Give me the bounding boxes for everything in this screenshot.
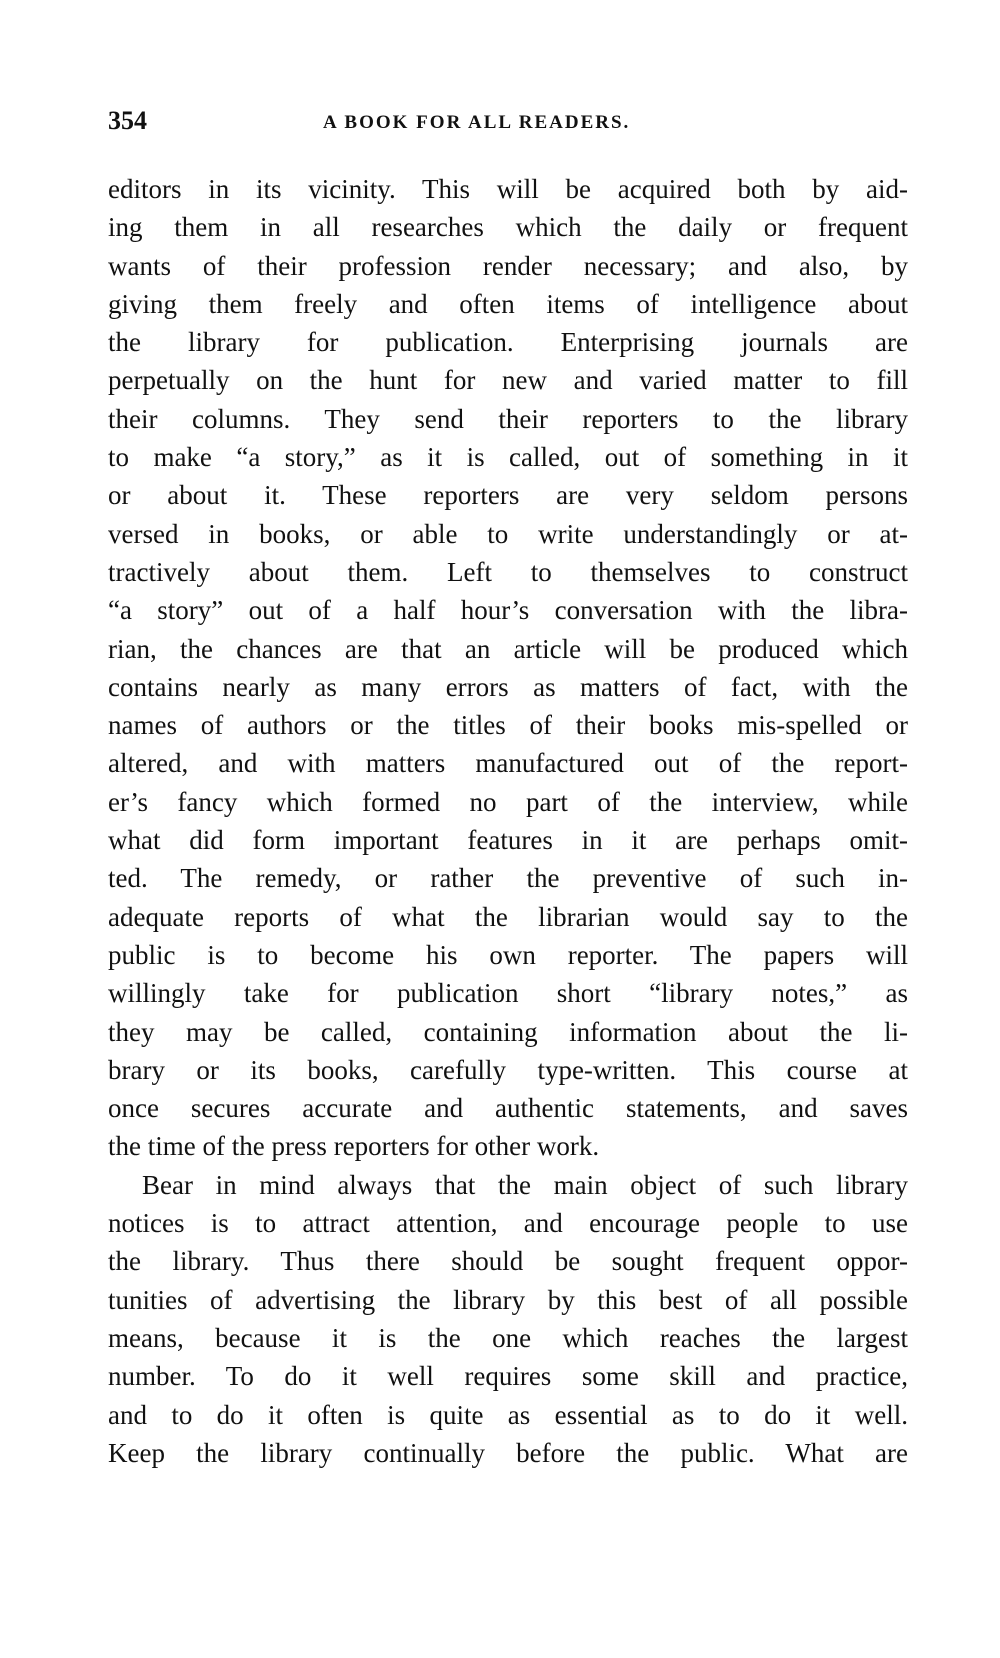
- text-line: or about it. These reporters are very seldom persons: [108, 480, 908, 511]
- text-line: notices is to attract attention, and encourage people to use: [108, 1208, 908, 1239]
- text-line: tractively about them. Left to themselves to construct: [108, 556, 908, 587]
- text-line: their columns. They send their reporters to the library: [108, 403, 908, 434]
- text-line: number. To do it well requires some skill and practice,: [108, 1361, 908, 1392]
- page-header: [108, 106, 908, 140]
- text-line: the library. Thus there should be sought frequent oppor-: [108, 1246, 908, 1277]
- text-line: perpetually on the hunt for new and varied matter to fill: [108, 365, 908, 396]
- text-line: “a story” out of a half hour’s conversation with the libra-: [108, 595, 908, 626]
- text-line: willingly take for publication short “library notes,” as: [108, 978, 908, 1009]
- text-line: Bear in mind always that the main object of such library: [142, 1169, 908, 1200]
- text-line: Keep the library continually before the public. What are: [108, 1437, 908, 1468]
- text-line: contains nearly as many errors as matters of fact, with the: [108, 671, 908, 702]
- text-line: to make “a story,” as it is called, out of something in it: [108, 442, 908, 473]
- text-line: the time of the press reporters for other work.: [108, 1131, 600, 1162]
- text-line: ing them in all researches which the daily or frequent: [108, 212, 908, 243]
- text-line: what did form important features in it are perhaps omit-: [108, 825, 908, 856]
- paragraph-2: [108, 1166, 908, 1472]
- text-line: altered, and with matters manufactured out of the report-: [108, 748, 908, 779]
- text-line: the library for publication. Enterprising journals are: [108, 327, 908, 358]
- text-line: brary or its books, carefully type-written. This course at: [108, 1054, 908, 1085]
- text-line: public is to become his own reporter. The papers will: [108, 939, 908, 970]
- text-line: names of authors or the titles of their books mis-spelled or: [108, 710, 908, 741]
- text-line: ted. The remedy, or rather the preventive of such in-: [108, 863, 908, 894]
- text-line: wants of their profession render necessary; and also, by: [108, 250, 908, 281]
- text-line: they may be called, containing information about the li-: [108, 1016, 908, 1047]
- text-line: means, because it is the one which reaches the largest: [108, 1322, 908, 1353]
- body-text: [108, 170, 908, 1472]
- paragraph-1: [108, 170, 908, 1166]
- running-title: A BOOK FOR ALL READERS.: [323, 112, 631, 133]
- text-line: rian, the chances are that an article will be produced which: [108, 633, 908, 664]
- text-line: er’s fancy which formed no part of the interview, while: [108, 786, 908, 817]
- text-line: versed in books, or able to write understandingly or at-: [108, 518, 908, 549]
- page-number: 354: [108, 106, 147, 135]
- text-line: adequate reports of what the librarian would say to the: [108, 901, 908, 932]
- text-line: once secures accurate and authentic statements, and saves: [108, 1093, 908, 1124]
- text-line: tunities of advertising the library by this best of all possible: [108, 1284, 908, 1315]
- text-line: and to do it often is quite as essential as to do it well.: [108, 1399, 908, 1430]
- text-line: editors in its vicinity. This will be acquired both by aid-: [108, 174, 908, 204]
- text-line: giving them freely and often items of intelligence about: [108, 288, 908, 319]
